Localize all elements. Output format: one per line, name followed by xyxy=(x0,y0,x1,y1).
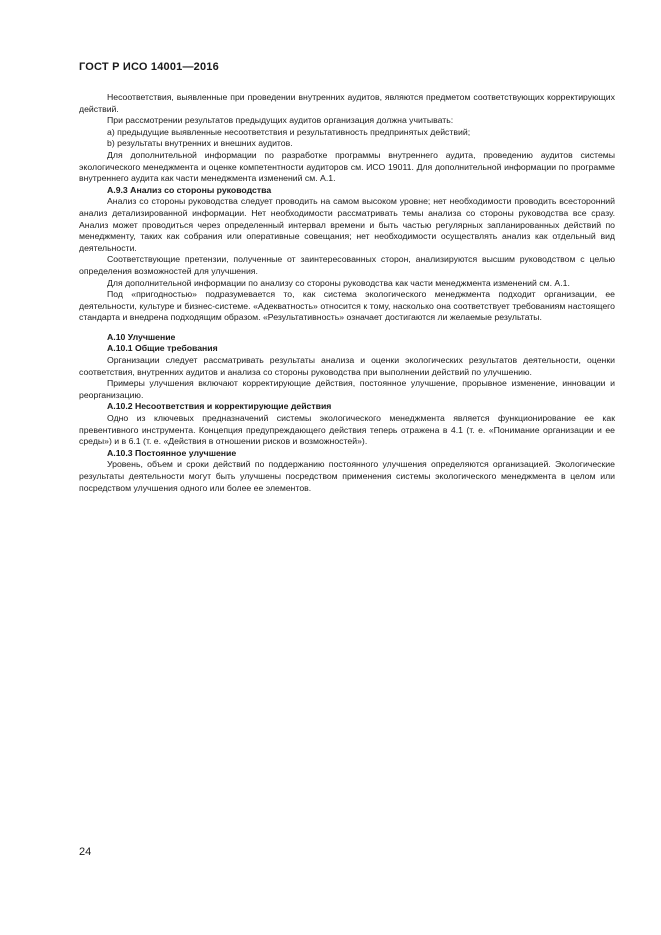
body-paragraph: Уровень, объем и сроки действий по поддержанию постоянного улучшения определяются организацией. Экологические результаты деятельности могут быть улучшены посредством применения системы экологического менеджмента в целом или посредством улучшения одного или более ее элементов. xyxy=(79,459,615,493)
body-paragraph: Одно из ключевых предназначений системы экологического менеджмента является функционирование ее как превентивного инструмента. Концепция предупреждающего действия теперь отражена в 4.1 (т. е. «Понимание организации и ее среды») и в 6.1 (т. е. «Действия в отношении рисков и возможностей»). xyxy=(79,413,615,447)
document-body xyxy=(79,92,615,494)
body-paragraph: Примеры улучшения включают корректирующие действия, постоянное улучшение, прорывное изменение, инновации и реорганизацию. xyxy=(79,378,615,400)
section-heading: А.9.3 Анализ со стороны руководства xyxy=(107,184,272,195)
section-heading: А.10.3 Постоянное улучшение xyxy=(107,447,237,458)
body-paragraph: Для дополнительной информации по разработке программы внутреннего аудита, проведению аудитов системы экологического менеджмента и оценке компетентности аудиторов см. ИСО 19011. Для дополнительной информации по программе внутреннего аудита как части менеджмента изменений см. А.1. xyxy=(79,149,615,184)
body-paragraph: Соответствующие претензии, полученные от заинтересованных сторон, анализируются высшим руководством с целью определения возможностей для улучшения. xyxy=(79,254,615,276)
body-paragraph: b) результаты внутренних и внешних аудитов. xyxy=(107,138,293,149)
body-paragraph: При рассмотрении результатов предыдущих аудитов организация должна учитывать: xyxy=(107,115,454,126)
document-header: ГОСТ Р ИСО 14001—2016 xyxy=(79,61,219,73)
section-heading: А.10 Улучшение xyxy=(107,331,176,342)
body-paragraph: Для дополнительной информации по анализу со стороны руководства как части менеджмента изменений см. А.1. xyxy=(107,277,570,288)
body-paragraph: Организации следует рассматривать результаты анализа и оценки экологических результатов деятельности, оценки соответствия, внутренних аудитов и анализа со стороны руководства при выполнении действий по улучшению. xyxy=(79,355,615,377)
body-paragraph: Несоответствия, выявленные при проведении внутренних аудитов, являются предметом соответствующих корректирующих действий. xyxy=(79,92,615,114)
page-number: 24 xyxy=(79,846,92,858)
body-paragraph: Под «пригодностью» подразумевается то, как система экологического менеджмента подходит организации, ее деятельности, культуре и бизнес-системе. «Адекватность» относится к тому, насколько она соответствует требованиям настоящего стандарта и внедрена подходящим образом. «Результативность» означает достигаются ли желаемые результаты. xyxy=(79,289,615,323)
body-paragraph: a) предыдущие выявленные несоответствия и результативность предпринятых действий; xyxy=(107,126,471,137)
section-heading: А.10.2 Несоответствия и корректирующие действия xyxy=(107,401,332,412)
section-heading: А.10.1 Общие требования xyxy=(107,343,218,354)
body-paragraph: Анализ со стороны руководства следует проводить на самом высоком уровне; нет необходимости проводить всесторонний анализ детализированной информации. Нет необходимости рассматривать темы анализа со стороны руководства все сразу. Анализ может проводиться через определенный интервал времени и быть частью регулярных запланированных действий по менеджменту, таких как собрания или оперативные совещания; нет необходимости осуществлять анализ как отдельный вид деятельности. xyxy=(79,196,615,253)
